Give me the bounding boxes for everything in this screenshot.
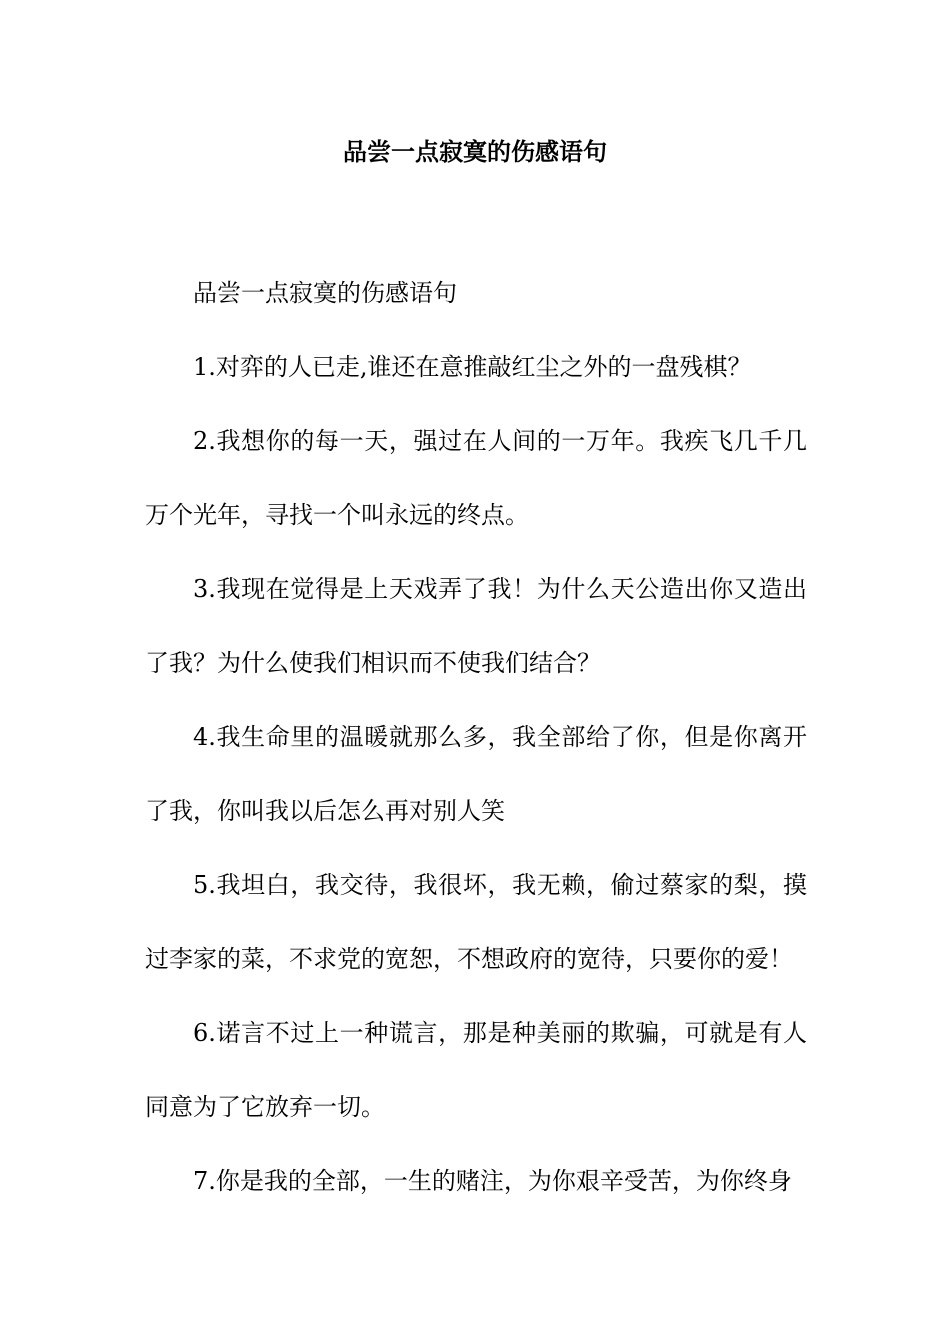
document-body <box>145 256 807 1218</box>
paragraph-6: 6.诺言不过上一种谎言，那是种美丽的欺骗，可就是有人同意为了它放弃一切。 <box>145 1019 807 1121</box>
paragraph-4: 4.我生命里的温暖就那么多，我全部给了你，但是你离开了我，你叫我以后怎么再对别人笑 <box>145 723 807 825</box>
paragraph-2: 2.我想你的每一天，强过在人间的一万年。我疾飞几千几万个光年，寻找一个叫永远的终点。 <box>145 427 807 529</box>
paragraph-heading: 品尝一点寂寞的伤感语句 <box>193 279 457 307</box>
paragraph-1: 1.对弈的人已走,谁还在意推敲红尘之外的一盘残棋？ <box>193 353 752 381</box>
paragraph-5: 5.我坦白，我交待，我很坏，我无赖，偷过蔡家的梨，摸过李家的菜，不求党的宽恕，不想政府的宽待，只要你的爱！ <box>145 871 807 973</box>
paragraph-3: 3.我现在觉得是上天戏弄了我！为什么天公造出你又造出了我？为什么使我们相识而不使我们结合？ <box>145 575 807 677</box>
document-title: 品尝一点寂寞的伤感语句 <box>343 137 607 166</box>
paragraph-7: 7.你是我的全部，一生的赌注，为你艰辛受苦，为你终身 <box>193 1167 792 1195</box>
